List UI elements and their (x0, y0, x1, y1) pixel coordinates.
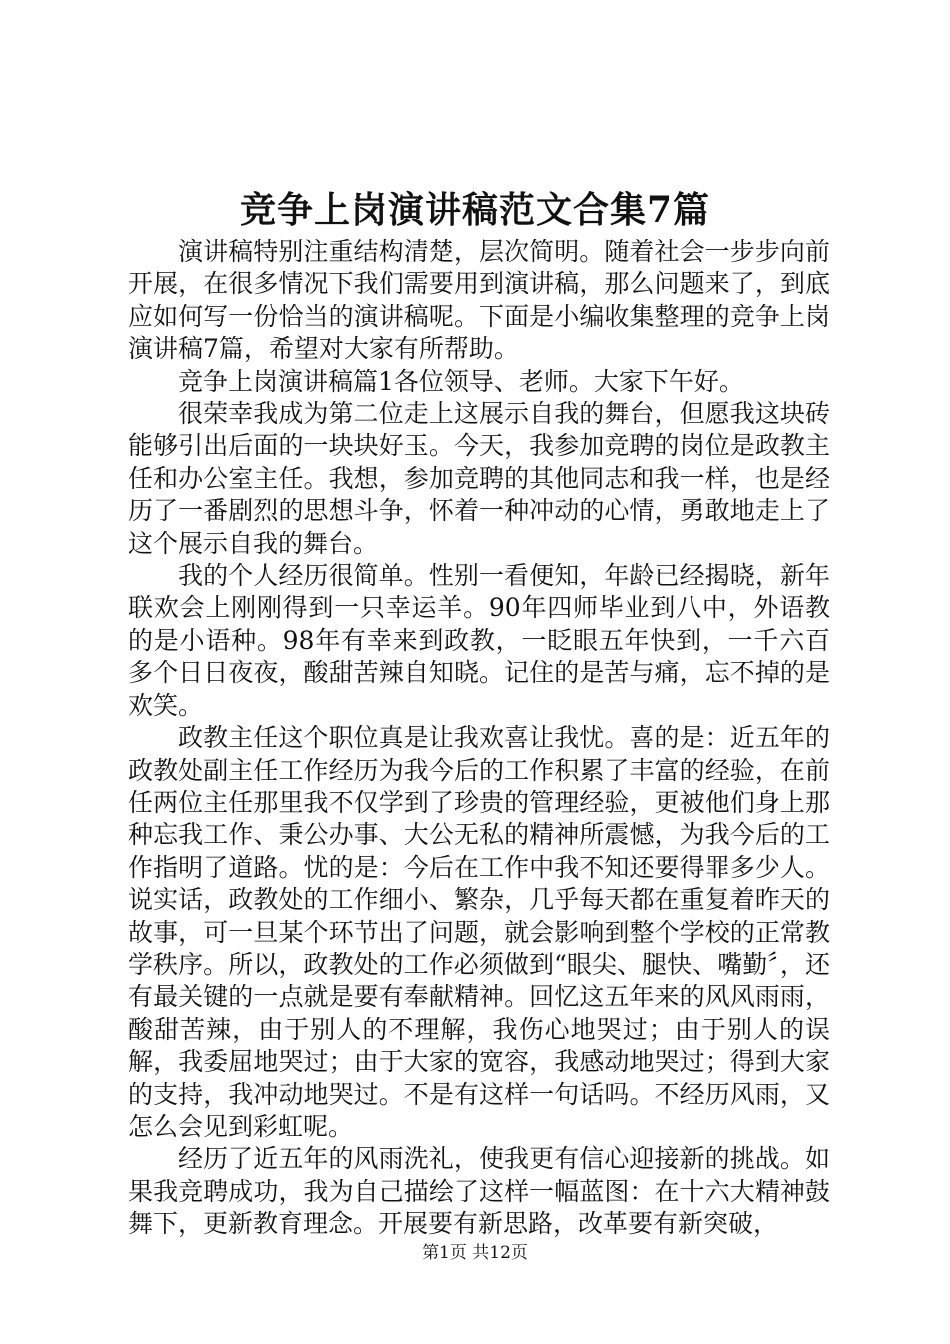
document-title: 竞争上岗演讲稿范文合集7篇 (239, 189, 711, 231)
paragraph: 经历了近五年的风雨洗礼，使我更有信心迎接新的挑战。如果我竞聘成功，我为自己描绘了这样一幅蓝图：在十六大精神鼓舞下，更新教育理念。开展要有新思路，改革要有新突破， (128, 1144, 830, 1239)
paragraph: 演讲稿特别注重结构清楚，层次简明。随着社会一步步向前开展，在很多情况下我们需要用到演讲稿，那么问题来了，到底应如何写一份恰当的演讲稿呢。下面是小编收集整理的竞争上岗演讲稿7篇，希望对大家有所帮助。 (128, 237, 830, 364)
paragraph: 很荣幸我成为第二位走上这展示自我的舞台，但愿我这块砖能够引出后面的一块块好玉。今天，我参加竞聘的岗位是政教主任和办公室主任。我想，参加竞聘的其他同志和我一样，也是经历了一番剧烈的思想斗争，怀着一种冲动的心情，勇敢地走上了这个展示自我的舞台。 (128, 399, 830, 558)
paragraph: 政教主任这个职位真是让我欢喜让我忧。喜的是：近五年的政教处副主任工作经历为我今后的工作积累了丰富的经验，在前任两位主任那里我不仅学到了珍贵的管理经验，更被他们身上那种忘我工作、秉公办事、大公无私的精神所震憾，为我今后的工作指明了道路。忧的是：今后在工作中我不知还要得罪多少人。说实话，政教处的工作细小、繁杂，几乎每天都在重复着昨天的故事，可一旦某个环节出了问题，就会影响到整个学校的正常教学秩序。所以，政教处的工作必须做到“眼尖、腿快、嘴勤〞，还有最关键的一点就是要有奉献精神。回忆这五年来的风风雨雨，酸甜苦辣，由于别人的不理解，我伤心地哭过；由于别人的误解，我委屈地哭过；由于大家的宽容，我感动地哭过；得到大家的支持，我冲动地哭过。不是有这样一句话吗。不经历风雨，又怎么会见到彩虹呢。 (128, 723, 830, 1141)
paragraph: 竞争上岗演讲稿篇1各位领导、老师。大家下午好。 (178, 366, 744, 396)
page-footer: 第1页 共12页 (422, 1243, 528, 1263)
document-body (128, 236, 830, 1241)
paragraph: 我的个人经历很简单。性别一看便知，年龄已经揭晓，新年联欢会上刚刚得到一只幸运羊。90年四师毕业到八中，外语教的是小语种。98年有幸来到政教，一眨眼五年快到，一千六百多个日日夜夜，酸甜苦辣自知晓。记住的是苦与痛，忘不掉的是欢笑。 (128, 561, 830, 720)
